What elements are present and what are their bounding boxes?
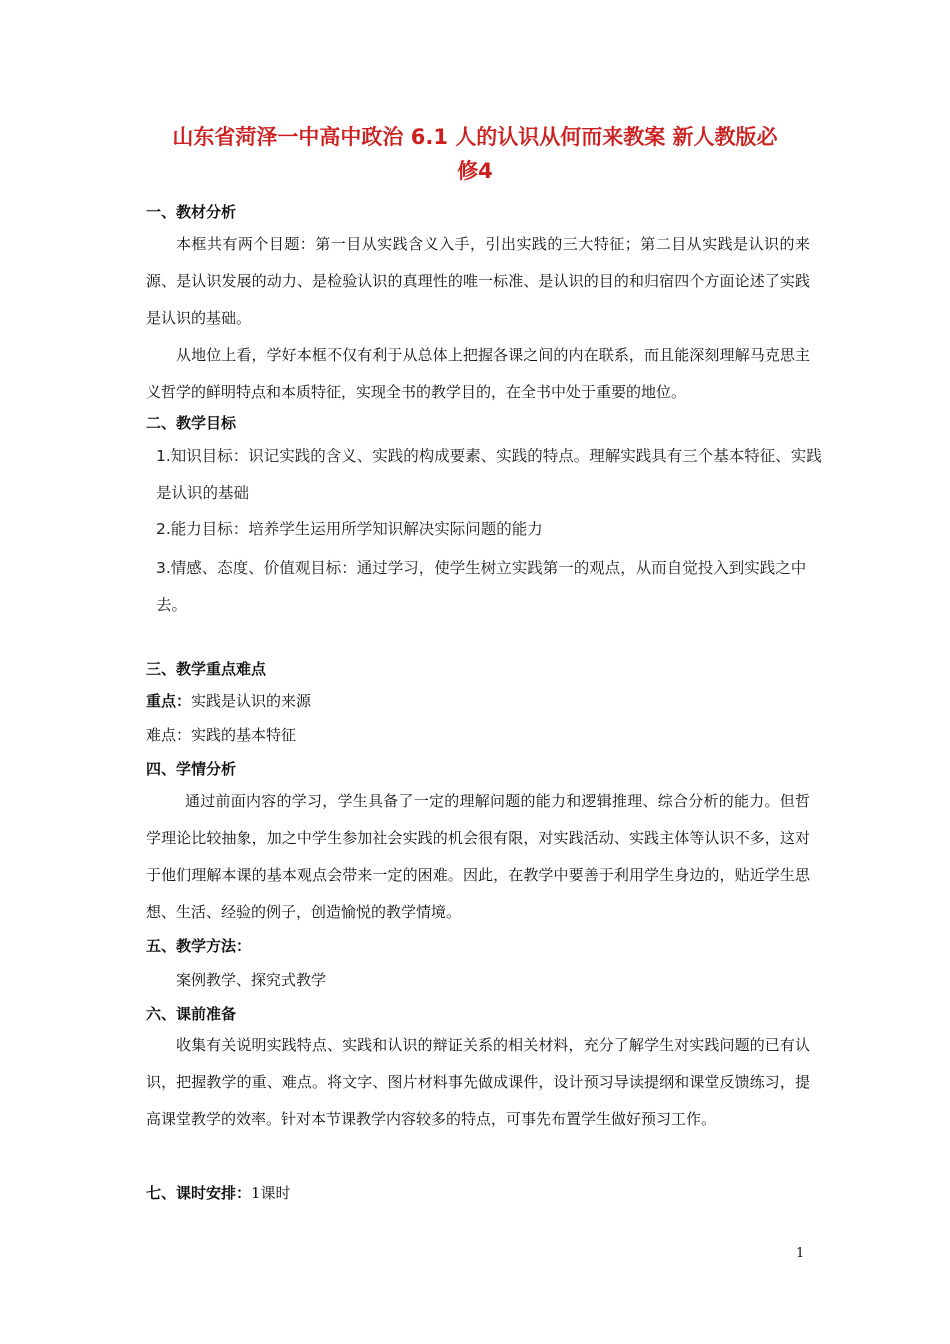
- goal-knowledge: 1.知识目标：识记实践的含义、实践的构成要素、实践的特点。理解实践具有三个基本特征、实践是认识的基础: [156, 447, 822, 502]
- heading-textbook-analysis: 一、教材分析: [146, 203, 237, 221]
- textbook-analysis-paragraph-1: 本框共有两个目题：第一目从实践含义入手，引出实践的三大特征；第二目从实践是认识的来源、是认识发展的动力、是检验认识的真理性的唯一标准、是认识的目的和归宿四个方面论述了实践是认识的基础。: [146, 235, 810, 327]
- textbook-analysis-paragraph-2: 从地位上看，学好本框不仅有利于从总体上把握各课之间的内在联系，而且能深刻理解马克思主义哲学的鲜明特点和本质特征，实现全书的教学目的，在全书中处于重要的地位。: [146, 346, 810, 401]
- schedule-line: [146, 1182, 291, 1203]
- heading-teaching-methods: 五、教学方法：: [146, 937, 252, 955]
- key-point-label: 重点：: [146, 692, 192, 710]
- schedule-text: 1课时: [251, 1184, 291, 1202]
- page-number: 1: [796, 1246, 805, 1261]
- preparation-paragraph: 收集有关说明实践特点、实践和认识的辩证关系的相关材料，充分了解学生对实践问题的已有认识，把握教学的重、难点。将文字、图片材料事先做成课件，设计预习导读提纲和课堂反馈练习，提高课堂教学的效率。针对本节课教学内容较多的特点，可事先布置学生做好预习工作。: [146, 1036, 810, 1128]
- teaching-methods-text: 案例教学、探究式教学: [176, 971, 327, 989]
- learner-analysis-paragraph: 通过前面内容的学习，学生具备了一定的理解问题的能力和逻辑推理、综合分析的能力。但哲学理论比较抽象，加之中学生参加社会实践的机会很有限，对实践活动、实践主体等认识不多，这对于他们理解本课的基本观点会带来一定的困难。因此，在教学中要善于利用学生身边的，贴近学生思想、生活、经验的例子，创造愉悦的教学情境。: [146, 792, 810, 921]
- heading-schedule: 七、课时安排：: [146, 1184, 252, 1202]
- heading-teaching-goals: 二、教学目标: [146, 414, 237, 432]
- difficult-point-label: 难点：: [146, 726, 192, 744]
- title-line-1: 山东省菏泽一中高中政治 6.1 人的认识从何而来教案 新人教版必: [172, 125, 778, 149]
- heading-learner-analysis: 四、学情分析: [146, 760, 237, 778]
- key-point-line: [146, 690, 311, 711]
- difficult-point-text: 实践的基本特征: [191, 726, 297, 744]
- title-line-2: 修4: [457, 159, 493, 183]
- goal-emotion: 3.情感、态度、价值观目标：通过学习，使学生树立实践第一的观点，从而自觉投入到实践之中去。: [156, 559, 807, 614]
- key-point-text: 实践是认识的来源: [191, 692, 312, 710]
- document-title: [140, 120, 810, 188]
- heading-key-difficult-points: 三、教学重点难点: [146, 660, 267, 678]
- goal-ability: 2.能力目标：培养学生运用所学知识解决实际问题的能力: [156, 520, 543, 538]
- heading-preparation: 六、课前准备: [146, 1005, 237, 1023]
- difficult-point-line: [146, 724, 296, 745]
